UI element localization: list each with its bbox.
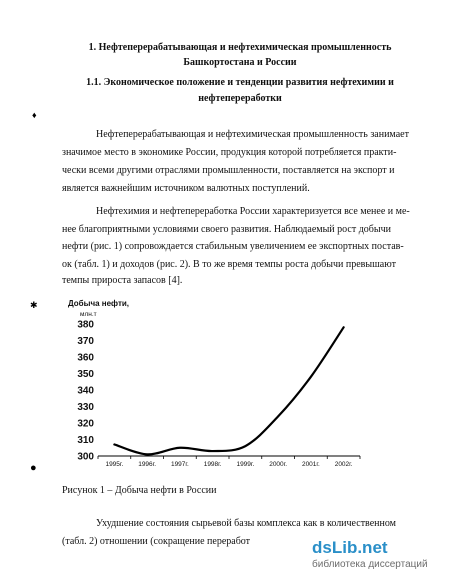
margin-ink-mark: ♦ [32,110,37,120]
x-tick-label: 1998г. [203,461,222,468]
section-heading-line-1: 1.1. Экономическое положение и тенденции развития нефтехимии и [86,77,394,88]
x-tick-label: 2000г. [269,461,288,468]
y-axis-label: Добыча нефти, [68,299,130,308]
x-tick-label: 1997г. [170,461,189,468]
x-axis [98,456,360,468]
y-tick-label: 320 [77,418,94,430]
x-tick-label: 1996г. [138,461,157,468]
y-tick-label: 340 [77,385,94,397]
chapter-heading-line-2: Башкортостана и России [183,57,297,68]
x-tick-label: 1995г. [105,461,124,468]
x-tick-label: 2001г. [301,461,320,468]
y-tick-label: 330 [77,402,94,413]
y-tick-label: 360 [77,352,94,364]
watermark [312,538,442,574]
paragraph-line: ок (табл. 1) и доходов (рис. 2). В то же время темпы роста добычи превышают [62,259,396,270]
series-line [114,327,343,454]
paragraph-line: нефти (рис. 1) сопровождается стабильным увеличением ее экспортных постав- [62,241,404,252]
paragraph-line: темпы прироста запасов [4]. [62,275,183,286]
section-heading-line-2: нефтепереработки [198,93,282,104]
y-tick-label: 310 [77,435,94,446]
y-tick-label: 350 [77,369,94,380]
watermark-subtitle: библиотека диссертаций [312,559,428,570]
paragraph-line: значимое место в экономике России, продукция которой потребляется практи- [62,147,397,158]
oil-production-chart [60,296,370,472]
paragraph-line: нее благоприятными условиями своего развития. Наблюдаемый рост добычи [62,224,391,235]
paragraph-line: Нефтеперерабатывающая и нефтехимическая промышленность занимает [96,129,409,140]
paragraph-line: Нефтехимия и нефтепереработка России характеризуется все менее и ме- [96,206,410,217]
paragraph-line: чески всеми другими отраслями промышленности, поставляется на экспорт и [62,165,395,176]
y-tick-label: 370 [77,336,94,347]
margin-ink-mark: ● [30,462,37,474]
paragraph-line: Ухудшение состояния сырьевой базы комплекса как в количественном [96,518,396,529]
paragraph-line: (табл. 2) отношении (сокращение переработ [62,536,251,547]
chapter-heading-line-1: 1. Нефтеперерабатывающая и нефтехимическая промышленность [88,42,392,53]
y-tick-label: 380 [77,319,94,331]
data-points [114,327,343,454]
x-tick-label: 2002г. [334,461,353,468]
y-axis [77,320,94,463]
margin-ink-mark: ✱ [30,300,38,310]
y-axis-unit: млн.т [80,311,97,318]
watermark-logo: dsLib.net [312,538,388,557]
x-tick-label: 1999г. [236,461,255,468]
paragraph-line: является важнейшим источником валютных поступлений. [62,183,310,194]
y-tick-label: 300 [77,451,94,463]
figure-caption: Рисунок 1 – Добыча нефти в России [62,485,217,496]
